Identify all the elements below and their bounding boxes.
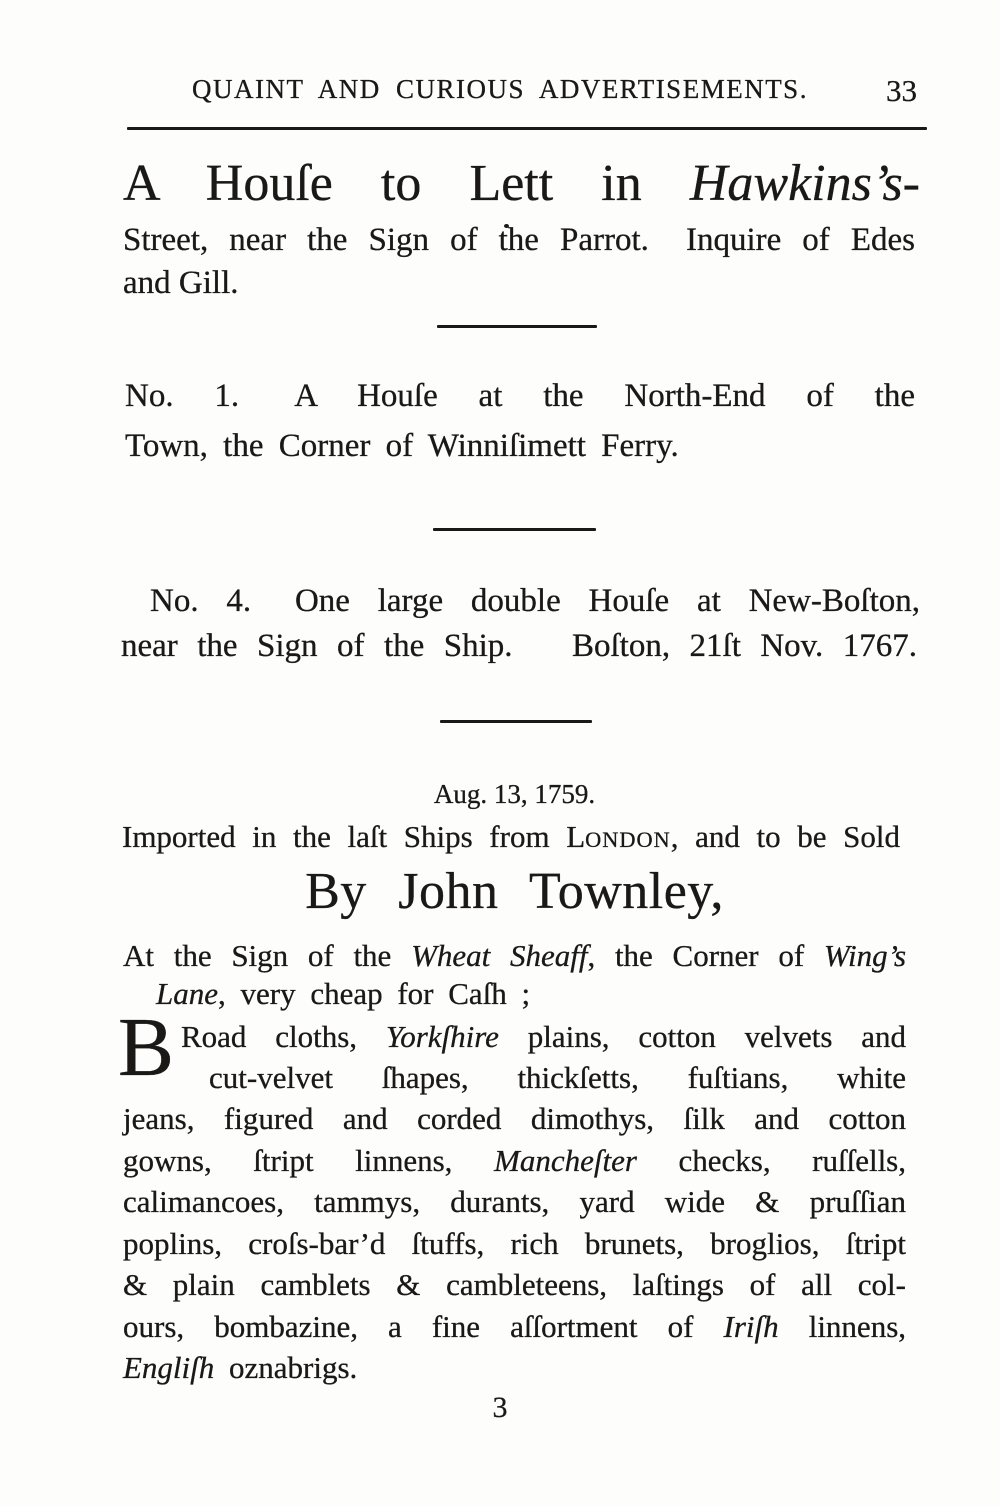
body4-end: checks, ruſſells, [678, 1143, 906, 1178]
ad4-body-line4 [123, 1145, 906, 1176]
drop-cap-b: B [118, 1001, 175, 1094]
ad3-line2 [121, 630, 917, 663]
page-number: 33 [886, 73, 917, 108]
ad1-line2-second: Inquire of Edes [685, 222, 915, 258]
body1-yorkshire: Yorkſhire [385, 1019, 499, 1054]
running-head: QUAINT AND CURIOUS ADVERTISEMENTS. [192, 74, 808, 104]
ad1-line2 [123, 224, 915, 257]
signature-mark: 3 [492, 1391, 508, 1424]
ad4-lane-line [156, 978, 530, 1009]
header-rule [127, 127, 927, 130]
ad4-body-line3: jeans, figured and corded dimothys, ſilk and cotton [123, 1101, 906, 1136]
ad2-line2: Town, the Corner of Winniſimett Ferry. [125, 428, 679, 464]
section-divider [433, 528, 596, 531]
ad1-headline [123, 155, 920, 212]
body8-end: linnens, [808, 1309, 907, 1344]
ad4-lane-rest: , very cheap for Caſh ; [218, 976, 531, 1011]
ad4-body-line1 [181, 1021, 906, 1052]
body8-irish: Iriſh [723, 1309, 779, 1344]
ad4-sign-line [123, 940, 906, 971]
ad1-headline-street-name: Hawkins’s- [689, 155, 920, 212]
ad4-byline: By John Townley, [305, 863, 724, 920]
ad2-line1 [125, 380, 915, 413]
ad3-line2-first: near the Sign of the Ship. [121, 628, 513, 664]
ad4-lane: Lane [156, 976, 218, 1011]
ad1-line3: and Gill. [123, 265, 239, 301]
body9-english: Engliſh [123, 1350, 215, 1385]
ad1-line2-first: Street, near the Sign of the Parrot. [123, 222, 649, 258]
ad4-body-line9 [123, 1352, 357, 1383]
ad2-label: No. 1. [125, 378, 240, 414]
section-divider [437, 325, 597, 328]
ad4-body-line5: calimancoes, tammys, durants, yard wide & pruſſian [123, 1184, 906, 1219]
ad4-imported-line [122, 821, 900, 852]
body1-start: Road cloths, [181, 1019, 358, 1054]
ad4-body-line2: cut-velvet ſhapes, thickſetts, fuſtians, white [209, 1060, 906, 1095]
ad4-sign-mid: , the Corner of [587, 938, 805, 973]
ad2-line1-rest: A Houſe at the North-End of the [294, 378, 915, 414]
body4-manchester: Mancheſter [494, 1143, 637, 1178]
ad4-body-line7: & plain camblets & cambleteens, laſtings of all col- [123, 1267, 906, 1302]
ad4-wings: Wing’s [823, 938, 907, 973]
ad4-date: Aug. 13, 1759. [433, 779, 596, 809]
ad4-body-line8 [123, 1311, 906, 1342]
ad4-london-smallcaps: ONDON [585, 827, 671, 852]
body9-end: oznabrigs. [229, 1350, 358, 1385]
ad3-line1-rest: One large double Houſe at New-Boſton, [294, 583, 920, 619]
ad4-sign-start: At the Sign of the [123, 938, 392, 973]
ad3-line2-dateline: Boſton, 21ſt Nov. 1767. [571, 628, 917, 664]
ad4-imported-after: , and to be Sold [670, 819, 900, 854]
ad4-imported-before: Imported in the laſt Ships from L [122, 819, 586, 854]
section-divider [440, 720, 592, 723]
body8-start: ours, bombazine, a fine aſſortment of [123, 1309, 694, 1344]
ad3-line1 [150, 585, 920, 618]
body1-end: plains, cotton velvets and [527, 1019, 906, 1054]
ad4-wheat-sheaff: Wheat Sheaff [411, 938, 588, 973]
body4-start: gowns, ſtript linnens, [123, 1143, 453, 1178]
ad1-headline-start: A Houſe to Lett in [123, 155, 642, 212]
ad3-label: No. 4. [150, 583, 252, 619]
ad4-body-line6: poplins, croſs-bar’d ſtuffs, rich brunets, broglios, ſtript [123, 1226, 906, 1261]
